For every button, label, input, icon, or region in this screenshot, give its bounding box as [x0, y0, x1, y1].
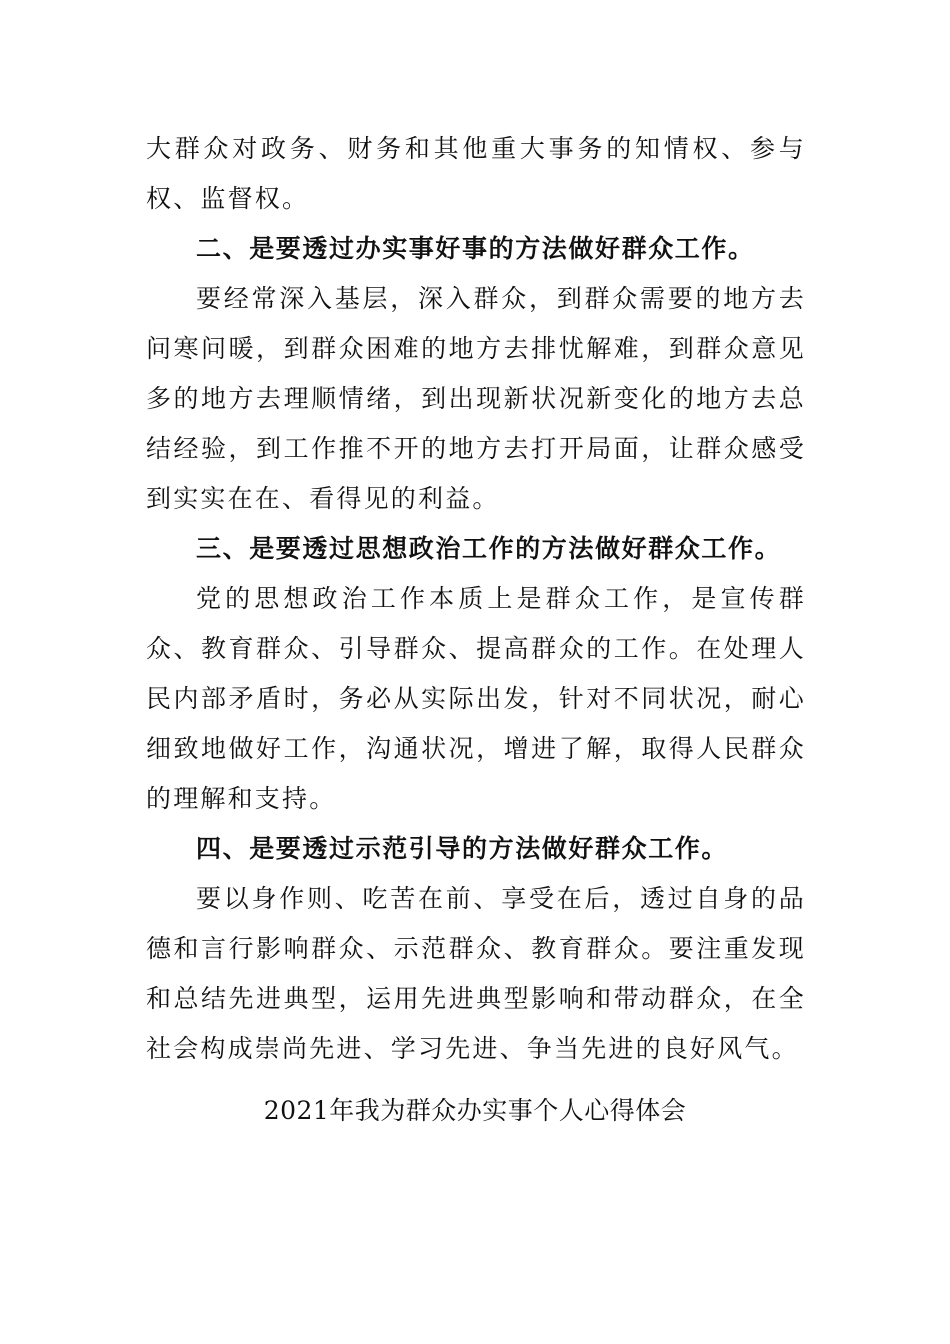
continued-paragraph: 大群众对政务、财务和其他重大事务的知情权、参与权、监督权。 — [146, 134, 806, 213]
section-heading-2: 二、是要透过办实事好事的方法做好群众工作。 — [196, 234, 755, 263]
section-heading-3: 三、是要透过思想政治工作的方法做好群众工作。 — [196, 534, 782, 563]
section-heading-4: 四、是要透过示范引导的方法做好群众工作。 — [196, 834, 729, 863]
document-body — [146, 124, 806, 1074]
next-document-title: 2021年我为群众办实事个人心得体会 — [263, 1096, 687, 1125]
section-body-2: 要经常深入基层，深入群众，到群众需要的地方去问寒问暖，到群众困难的地方去排忧解难，到群众意见多的地方去理顺情绪，到出现新状况新变化的地方去总结经验，到工作推不开的地方去打开局面，让群众感受到实实在在、看得见的利益。 — [146, 284, 806, 513]
section-body-4: 要以身作则、吃苦在前、享受在后，透过自身的品德和言行影响群众、示范群众、教育群众。要注重发现和总结先进典型，运用先进典型影响和带动群众，在全社会构成崇尚先进、学习先进、争当先进的良好风气。 — [146, 884, 806, 1063]
section-body-3: 党的思想政治工作本质上是群众工作，是宣传群众、教育群众、引导群众、提高群众的工作。在处理人民内部矛盾时，务必从实际出发，针对不同状况，耐心细致地做好工作，沟通状况，增进了解，取得人民群众的理解和支持。 — [146, 584, 806, 813]
